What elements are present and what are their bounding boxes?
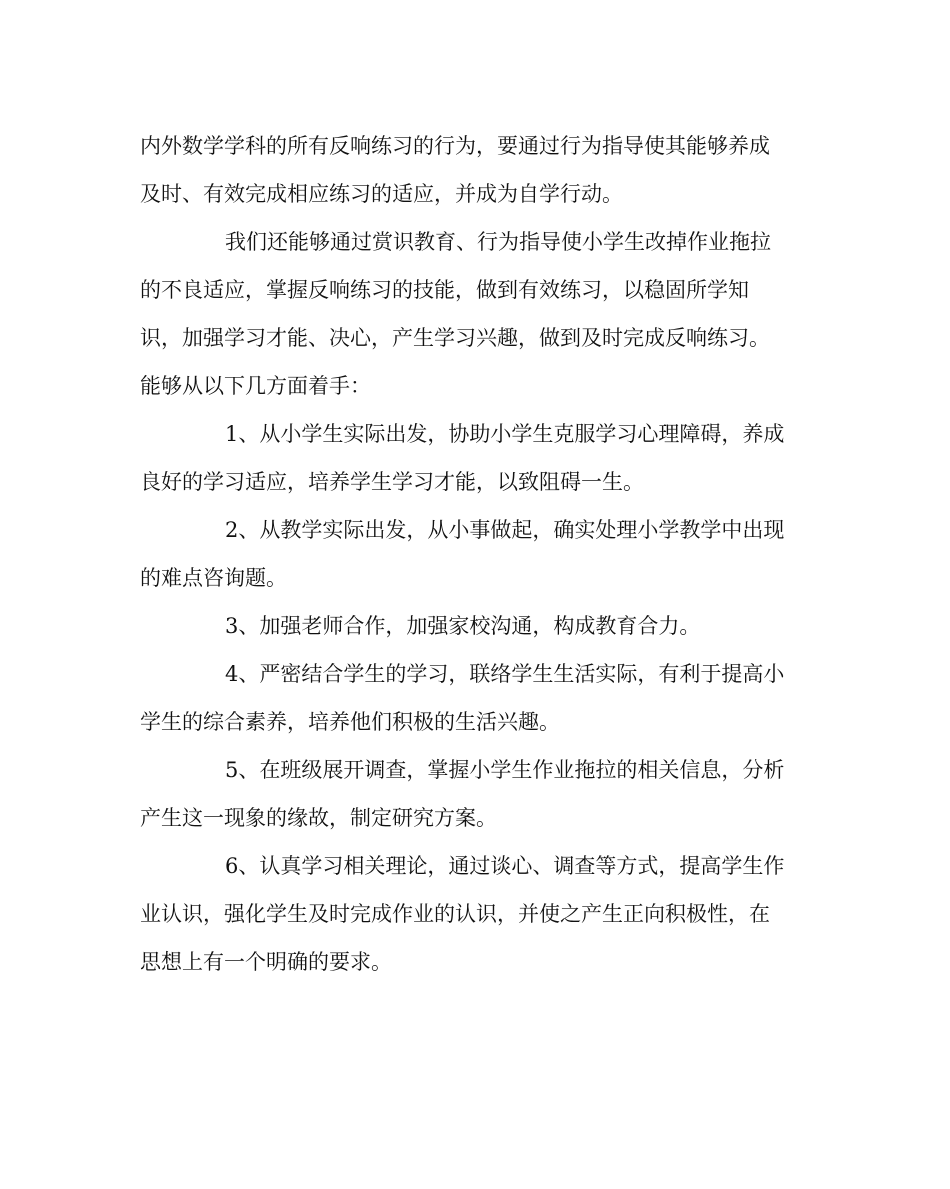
text-line: 的难点咨询题。 <box>140 566 287 590</box>
list-item-1-line: 1、从小学生实际出发，协助小学生克服学习心理障碍，养成 <box>225 422 785 446</box>
paragraph-start-line: 我们还能够通过赏识教育、行为指导使小学生改掉作业拖拉 <box>225 230 771 254</box>
text-line: 识，加强学习才能、决心，产生学习兴趣，做到及时完成反响练习。 <box>140 326 770 350</box>
text-line: 及时、有效完成相应练习的适应，并成为自学行动。 <box>140 182 623 206</box>
list-item-3-line: 3、加强老师合作，加强家校沟通，构成教育合力。 <box>225 614 701 638</box>
list-item-2-line: 2、从教学实际出发，从小事做起，确实处理小学教学中出现 <box>225 518 785 542</box>
list-item-4-line: 4、严密结合学生的学习，联络学生生活实际，有利于提高小 <box>225 662 785 686</box>
text-line: 学生的综合素养，培养他们积极的生活兴趣。 <box>140 710 560 734</box>
text-line: 产生这一现象的缘故，制定研究方案。 <box>140 806 497 830</box>
text-line: 的不良适应，掌握反响练习的技能，做到有效练习，以稳固所学知 <box>140 278 749 302</box>
list-item-5-line: 5、在班级展开调查，掌握小学生作业拖拉的相关信息，分析 <box>225 758 785 782</box>
text-line: 良好的学习适应，培养学生学习才能，以致阻碍一生。 <box>140 470 644 494</box>
text-line: 内外数学学科的所有反响练习的行为，要通过行为指导使其能够养成 <box>140 134 770 158</box>
text-line: 能够从以下几方面着手： <box>140 374 371 398</box>
text-line: 思想上有一个明确的要求。 <box>140 950 392 974</box>
list-item-6-line: 6、认真学习相关理论，通过谈心、调查等方式，提高学生作 <box>225 854 785 878</box>
text-line: 业认识，强化学生及时完成作业的认识，并使之产生正向积极性，在 <box>140 902 770 926</box>
